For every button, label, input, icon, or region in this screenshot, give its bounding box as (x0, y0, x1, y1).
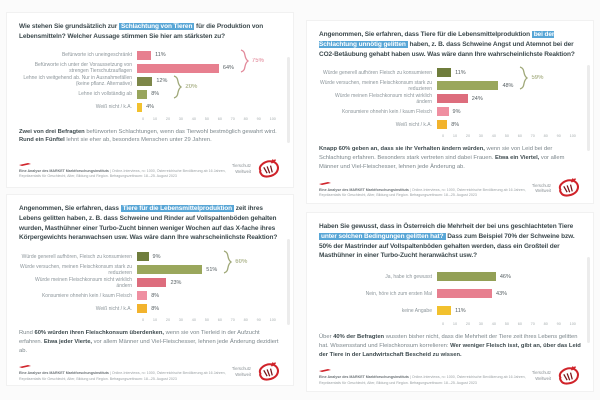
group-brace (240, 49, 264, 73)
source-text (319, 188, 526, 200)
x-axis-tick: 50 (504, 322, 509, 326)
bar-chart (319, 268, 581, 326)
scroll-hint (287, 57, 290, 143)
bar-track (137, 90, 281, 99)
scroll-hint (587, 257, 590, 343)
bar-value: 46% (499, 273, 511, 280)
summary-segment: wenn sie von Tierleid in der Aufzucht erfahren. (19, 330, 260, 345)
bar-chart (19, 49, 281, 121)
group-brace-label: 59% (531, 75, 544, 82)
bar-chart (319, 66, 581, 138)
bar (437, 289, 492, 298)
panel-footer (319, 360, 581, 387)
bar (137, 291, 147, 300)
bar-label: Weiß nicht / k.A. (95, 305, 132, 312)
bar-value: 8% (151, 292, 160, 299)
bar-label: Befürworte ich unter der Voraussetzung von strengen Tierschutzauflagen (34, 62, 132, 74)
x-axis-tick: 80 (543, 322, 548, 326)
bar-row (19, 289, 281, 302)
bar-track (137, 265, 281, 274)
x-axis-tick: 80 (243, 318, 248, 322)
x-axis-tick: 100 (269, 116, 276, 121)
bar-label: Würde versuchen, meinen Fleischkonsum stark zu reduzieren (20, 263, 132, 276)
x-axis (142, 117, 276, 121)
campaign-scribble-logo (255, 361, 281, 383)
bar-track (137, 304, 281, 313)
bar-track (437, 94, 581, 103)
source-bold: Eine Analyse des MARKET Marktforschungsinstituts (19, 371, 109, 376)
x-axis-tick: 20 (165, 116, 171, 121)
bar-value: 11% (455, 69, 466, 76)
campaign-scribble-logo (555, 177, 581, 199)
bar (137, 103, 142, 112)
title-highlight: Schlachtung von Tieren (120, 23, 193, 30)
summary-segment: wussten bisher nicht, dass die Mehrheit der Tiere zeit ihres Lebens gelitten hat. Wissensstand und Fleischkonsum korrelieren: (319, 334, 578, 349)
source-line2: Repräsentativ für Geschlecht, Alter, Bildung und Region. Befragungszeitraum: 18.–25. August 2023 (19, 174, 177, 179)
summary-segment: lehnt sie eher ab, besonders Menschen unter 29 Jahren. (64, 137, 212, 144)
bar-label: Lehne ich weitgehend ab. Nur in Ausnahmefällen (keine pflanz. Alternative) (23, 75, 132, 87)
group-brace (223, 250, 247, 274)
bar (137, 64, 219, 73)
x-axis-tick: 10 (452, 134, 458, 139)
bar-value: 48% (502, 82, 514, 89)
panel-footer (319, 172, 581, 199)
x-axis-tick: 60 (217, 318, 222, 322)
bar-value: 9% (152, 253, 161, 260)
bar (137, 51, 151, 60)
brace-icon (223, 250, 232, 274)
source-text (319, 375, 526, 387)
summary-segment: wenn sie von Leid bei der Schlachtung erfahren. Besonders stark vertreten sind dabei Frauen. (319, 146, 553, 162)
x-axis-tick: 20 (465, 322, 471, 326)
logo-line2: Weltweit (235, 371, 251, 377)
title-segment: Angenommen, Sie erfahren, dass Tiere für die Lebensmittelproduktion (319, 31, 532, 38)
bar-value: 23% (170, 279, 182, 286)
survey-panel-awareness (306, 212, 594, 392)
bar-track (137, 291, 281, 300)
x-axis (442, 322, 576, 326)
survey-panel-lifetime-suffering-reaction (6, 194, 294, 386)
organization-logo (232, 158, 281, 180)
panel-summary (19, 329, 281, 356)
bar-chart (19, 250, 281, 322)
panel-question-title (319, 30, 581, 59)
x-axis-tick: 90 (256, 318, 261, 322)
brace-icon (240, 49, 249, 73)
x-axis-tick: 10 (452, 322, 458, 326)
bar-label: Konsumiere ohnehin kein / kaum Fleisch (41, 292, 132, 299)
summary-segment: Zwei von drei Befragten (19, 128, 85, 135)
bar-label: Weiß nicht / k.A. (95, 104, 132, 110)
x-axis-tick: 30 (478, 322, 484, 326)
campaign-scribble-logo (555, 365, 581, 387)
logo-text (532, 183, 551, 194)
panel-question-title (19, 22, 281, 42)
source-block (19, 162, 226, 181)
bar-row (19, 75, 281, 88)
bar-track (437, 306, 581, 315)
bar-value: 9% (452, 108, 461, 115)
source-line2: Repräsentativ für Geschlecht, Alter, Bildung und Region. Befragungszeitraum: 18.–25. August 2023 (319, 193, 477, 198)
bar-label: keine Angabe (401, 307, 432, 314)
x-axis-tick: 30 (478, 134, 484, 139)
logo-line2: Weltweit (235, 169, 251, 174)
survey-panel-slaughter-suffering-reaction (306, 20, 594, 204)
logo-text (232, 163, 251, 174)
title-segment: für die Produktion von Lebensmitteln? Welcher Aussage stimmen Sie hier am stärksten zu? (19, 23, 264, 40)
bar-row (19, 88, 281, 101)
bar-track (437, 68, 581, 77)
source-block (19, 364, 226, 383)
bar-row (319, 268, 581, 285)
summary-segment: Knapp 60% geben an, dass sie ihr Verhalten ändern würden, (319, 146, 485, 153)
logo-line2: Weltweit (535, 375, 551, 381)
bar (437, 306, 451, 315)
bar (437, 120, 447, 129)
x-axis-tick: 0 (442, 134, 445, 139)
x-axis-tick: 70 (530, 322, 535, 326)
scroll-hint (587, 65, 590, 151)
x-axis-tick: 80 (543, 134, 548, 139)
bar (437, 107, 449, 116)
bar-row (319, 105, 581, 118)
summary-segment: Etwa jeder Vierte, (43, 338, 93, 345)
bar-track (437, 120, 581, 129)
survey-panel-slaughter-attitude (6, 12, 294, 188)
x-axis-tick: 40 (191, 318, 196, 322)
x-axis-tick: 0 (142, 116, 145, 121)
x-axis-tick: 90 (556, 134, 561, 139)
source-mark-icon (319, 368, 331, 373)
bar-label: Würde meinen Fleischkonsum nicht wirklich ändern (35, 276, 132, 289)
bar-label: Ja, habe ich gewusst (385, 273, 432, 280)
summary-segment: Etwa ein Viertel, (494, 155, 540, 162)
panel-footer (19, 356, 281, 383)
title-segment: Haben Sie gewusst, dass in Österreich die Mehrheit der bei uns geschlachteten Tiere (319, 223, 574, 230)
group-brace (519, 66, 543, 90)
bar-value: 8% (451, 121, 460, 128)
bar-row (19, 302, 281, 315)
source-line1: | Online-Interviews, n= 1000, Österreichische Bevölkerung ab 16 Jahren, (108, 168, 226, 173)
title-segment: zeit ihres Lebens gelitten haben, z. B. dass Schweine und Rinder auf Vollspaltenböden gehalten wurden, Masthühner einer Turbo-Zucht binnen weniger Wochen auf das X-fache ihres Körpergewichts heranwachsen usw. Was wäre dann Ihre wahrscheinlichste Reaktion? (19, 205, 278, 242)
x-axis (442, 134, 576, 138)
bar-label: Befürworte ich uneingeschränkt (61, 52, 132, 58)
source-block (319, 368, 526, 387)
x-axis-tick: 30 (178, 116, 184, 121)
source-mark-icon (19, 162, 31, 167)
logo-text (232, 366, 251, 377)
summary-segment: Rund ein Fünftel (19, 137, 65, 144)
x-axis-tick: 50 (204, 318, 209, 322)
source-line2: Repräsentativ für Geschlecht, Alter, Bildung und Region. Befragungszeitraum: 18.–25. August 2023 (19, 377, 177, 382)
bar-track (137, 278, 281, 287)
source-line2: Repräsentativ für Geschlecht, Alter, Bildung und Region. Befragungszeitraum: 18.–25. August 2023 (319, 381, 477, 386)
bar-value: 24% (471, 95, 483, 102)
bar-row (19, 276, 281, 289)
x-axis-tick: 90 (556, 322, 561, 326)
logo-line1: Tierschutz (231, 366, 251, 372)
bar-row (319, 118, 581, 131)
bar-label: Konsumiere ohnehin kein / kaum Fleisch (341, 108, 432, 115)
x-axis-tick: 50 (504, 134, 509, 139)
bar-label: Nein, höre ich zum ersten Mal (365, 290, 432, 297)
title-highlight: bei der Schlachtung unnötig gelitten (319, 31, 555, 48)
group-brace-label: 60% (235, 259, 248, 265)
x-axis-tick: 10 (152, 318, 158, 322)
panel-summary (319, 333, 581, 360)
bar-value: 4% (146, 104, 155, 110)
x-axis-tick: 60 (517, 322, 522, 326)
bar (137, 77, 152, 86)
bar-label: Weiß nicht / k.A. (395, 121, 432, 128)
title-segment: Angenommen, Sie erfahren, dass (19, 205, 121, 212)
bar (137, 252, 149, 261)
organization-logo (532, 177, 581, 199)
brace-icon (173, 75, 182, 99)
bar (137, 278, 166, 287)
source-block (319, 181, 526, 200)
x-axis-tick: 40 (491, 134, 496, 139)
bar-label: Würde generell aufhören Fleisch zu konsumieren (323, 69, 432, 76)
source-bold: Eine Analyse des MARKET Marktforschungsinstituts (319, 187, 409, 192)
bar (137, 90, 147, 99)
bar (137, 304, 147, 313)
bar-track (137, 103, 281, 112)
x-axis-tick: 70 (230, 318, 235, 322)
bar (437, 94, 468, 103)
panel-question-title (19, 204, 281, 243)
x-axis-tick: 20 (165, 318, 171, 322)
bar-track (137, 252, 281, 261)
x-axis-tick: 0 (442, 322, 445, 326)
group-brace (173, 75, 197, 99)
organization-logo (532, 365, 581, 387)
source-line1: | Online-Interviews, n= 1000, Österreichische Bevölkerung ab 16 Jahren, (408, 375, 526, 380)
x-axis-tick: 10 (152, 116, 158, 121)
summary-segment: Wer weniger Fleisch isst, gibt an, über das Leid der Tiere in der Landwirtschaft Bescheid zu wissen. (319, 342, 581, 358)
bar-value: 51% (206, 266, 218, 273)
organization-logo (232, 361, 281, 383)
title-segment: haben, z. B. dass Schweine Angst und Atemnot bei der CO2-Betäubung gehabt haben usw. Was wäre dann Ihre wahrscheinlichste Reaktion? (319, 40, 575, 58)
x-axis-tick: 100 (569, 134, 576, 139)
logo-line1: Tierschutz (231, 163, 251, 169)
brace-icon (519, 66, 528, 90)
logo-line2: Weltweit (535, 188, 551, 194)
bar (437, 81, 498, 90)
title-highlight: Tiere für die Lebensmittelproduktion (122, 205, 232, 212)
panel-summary (319, 145, 581, 172)
summary-segment: vor allem Männer und Viel-Fleischesser, lehnen jede Änderung ab. (319, 155, 565, 171)
group-brace-label: 20% (185, 83, 198, 90)
bar-row (19, 101, 281, 114)
bar-value: 64% (222, 65, 234, 71)
logo-text (532, 370, 551, 381)
bar-track (437, 107, 581, 116)
bar-track (437, 289, 581, 298)
group-brace-label: 75% (251, 57, 264, 64)
summary-segment: Rund (19, 330, 35, 336)
source-mark-icon (319, 181, 331, 186)
bar-track (437, 272, 581, 281)
x-axis-tick: 90 (256, 116, 261, 121)
x-axis-tick: 70 (530, 134, 535, 139)
bar-value: 8% (151, 91, 160, 97)
x-axis-tick: 50 (204, 116, 209, 121)
bar-label: Würde versuchen, meinen Fleischkonsum stark zu reduzieren (320, 79, 432, 92)
bar-row (319, 92, 581, 105)
bar-value: 11% (155, 52, 166, 58)
x-axis-tick: 20 (465, 134, 471, 139)
logo-line1: Tierschutz (531, 370, 551, 376)
summary-segment: vor allem Männer und Viel-Fleischesser, lehnen jede Änderung dezidiert ab. (19, 338, 279, 354)
source-line1: | Online-Interviews, n= 1000, Österreichische Bevölkerung ab 16 Jahren, (408, 187, 526, 192)
x-axis-tick: 30 (178, 318, 184, 322)
panel-summary (19, 128, 281, 146)
scroll-hint (287, 239, 290, 325)
bar-label: Würde generell aufhören, Fleisch zu konsumieren (21, 253, 132, 260)
title-segment: Dass zum Beispiel 70% der Schweine bzw. 50% der Mastrinder auf Vollspaltenböden gehalten werden, dass ein Großteil der Masthühner in einer Turbo-Zucht heranwächst usw.? (319, 232, 575, 260)
bar (137, 265, 202, 274)
x-axis-tick: 60 (517, 134, 522, 139)
bar-value: 11% (455, 307, 466, 314)
x-axis-tick: 100 (269, 318, 276, 322)
panel-question-title (319, 222, 581, 261)
x-axis-tick: 40 (191, 116, 196, 121)
bar (437, 272, 496, 281)
source-bold: Eine Analyse des MARKET Marktforschungsinstituts (319, 375, 409, 380)
panel-footer (19, 153, 281, 180)
bar-row (319, 302, 581, 319)
x-axis-tick: 70 (230, 116, 235, 121)
summary-segment: Über (319, 334, 334, 340)
campaign-scribble-logo (255, 158, 281, 180)
x-axis-tick: 80 (243, 116, 248, 121)
source-mark-icon (19, 364, 31, 369)
x-axis-tick: 40 (491, 322, 496, 326)
bar-track (137, 77, 281, 86)
bar-value: 12% (156, 78, 168, 84)
x-axis-tick: 0 (142, 318, 145, 322)
bar-track (437, 81, 581, 90)
x-axis-tick: 60 (217, 116, 222, 121)
x-axis-tick: 100 (569, 322, 576, 326)
bar-row (319, 285, 581, 302)
title-segment: Wie stehen Sie grundsätzlich zur (19, 23, 119, 30)
bar-label: Würde meinen Fleischkonsum nicht wirklich ändern (335, 92, 432, 105)
bar-value: 43% (496, 290, 508, 297)
source-line1: | Online-Interviews, n= 1000, Österreichische Bevölkerung ab 16 Jahren, (108, 371, 226, 376)
bar-value: 8% (151, 305, 160, 312)
bar (437, 68, 451, 77)
summary-segment: 60% würden ihren Fleischkonsum überdenken, (34, 330, 164, 336)
bar-label: Lehne ich vollständig ab (78, 91, 132, 97)
logo-line1: Tierschutz (531, 182, 551, 188)
source-text (19, 371, 226, 383)
summary-segment: befürworten Schlachtungen, wenn das Tierwohl bestmöglich gewahrt wird. (84, 128, 277, 135)
source-text (19, 169, 226, 181)
x-axis (142, 318, 276, 322)
source-bold: Eine Analyse des MARKET Marktforschungsinstituts (19, 168, 109, 173)
summary-segment: 40% der Befragten (333, 334, 385, 340)
title-highlight: unter solchen Bedingungen gelitten hat? (321, 232, 444, 240)
